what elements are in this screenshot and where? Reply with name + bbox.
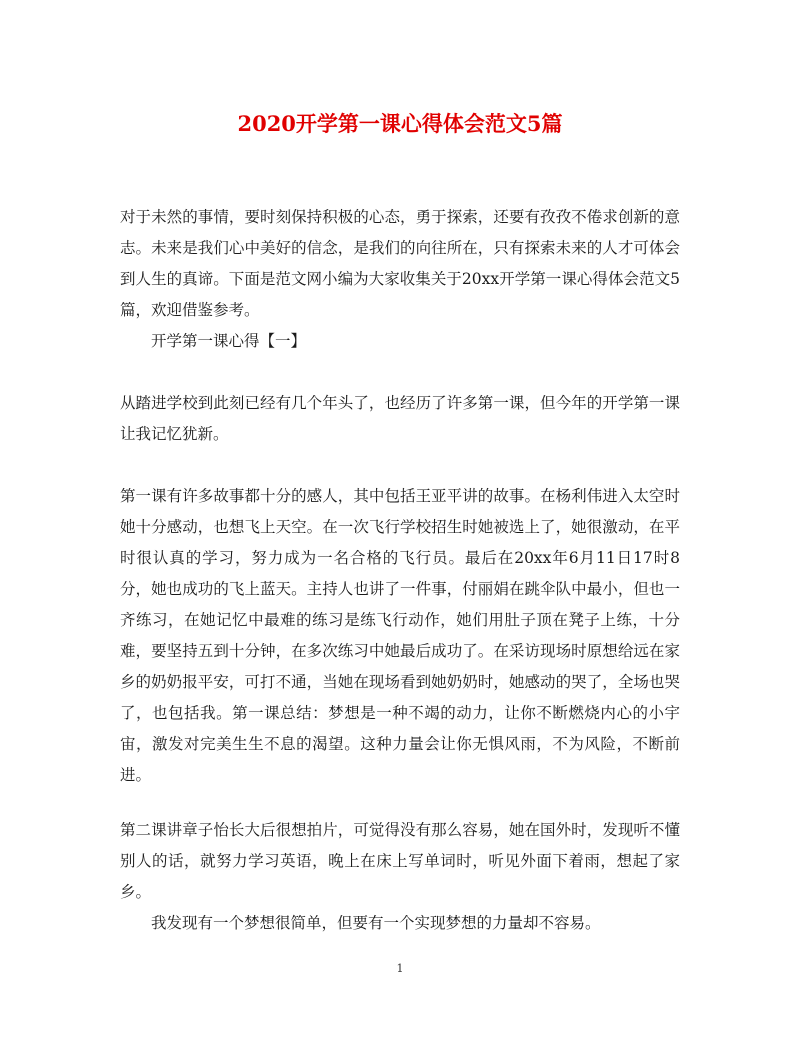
paragraph-1: 从踏进学校到此刻已经有几个年头了，也经历了许多第一课，但今年的开学第一课让我记忆犹新。 [120,394,680,443]
paragraph-2: 第一课有许多故事都十分的感人，其中包括王亚平讲的故事。在杨利伟进入太空时她十分感动，也想飞上天空。在一次飞行学校招生时她被选上了，她很激动，在平时很认真的学习，努力成为一名合格的飞行员。最后在20xx年6月11日17时8分，她也成功的飞上蓝天。主持人也讲了一件事，付丽娟在跳伞队中最小，但也一齐练习，在她记忆中最难的练习是练飞行动作，她们用肚子顶在凳子上练，十分难，要坚持五到十分钟，在多次练习中她最后成功了。在采访现场时原想给远在家乡的奶奶报平安，可打不通，当她在现场看到她奶奶时，她感动的哭了，全场也哭了，也包括我。第一课总结：梦想是一种不竭的动力，让你不断燃烧内心的小宇宙，激发对完美生生不息的渴望。这种力量会让你无惧风雨，不为风险，不断前进。 [120,487,680,784]
paragraph-4: 我发现有一个梦想很简单，但要有一个实现梦想的力量却不容易。 [151,914,601,932]
page-number: 1 [396,962,404,975]
paragraph-3: 第二课讲章子怡长大后很想拍片，可觉得没有那么容易，她在国外时，发现听不懂别人的话，就努力学习英语，晚上在床上写单词时，听见外面下着雨，想起了家乡。 [120,821,680,901]
document-title: 2020开学第一课心得体会范文5篇 [237,111,563,136]
section-heading: 开学第一课心得【一】 [151,332,307,350]
intro-paragraph: 对于未然的事情，要时刻保持积极的心态，勇于探索，还要有孜孜不倦求创新的意志。未来是我们心中美好的信念，是我们的向往所在，只有探索未来的人才可体会到人生的真谛。下面是范文网小编为大家收集关于20xx开学第一课心得体会范文5篇，欢迎借鉴参考。 [120,208,680,319]
